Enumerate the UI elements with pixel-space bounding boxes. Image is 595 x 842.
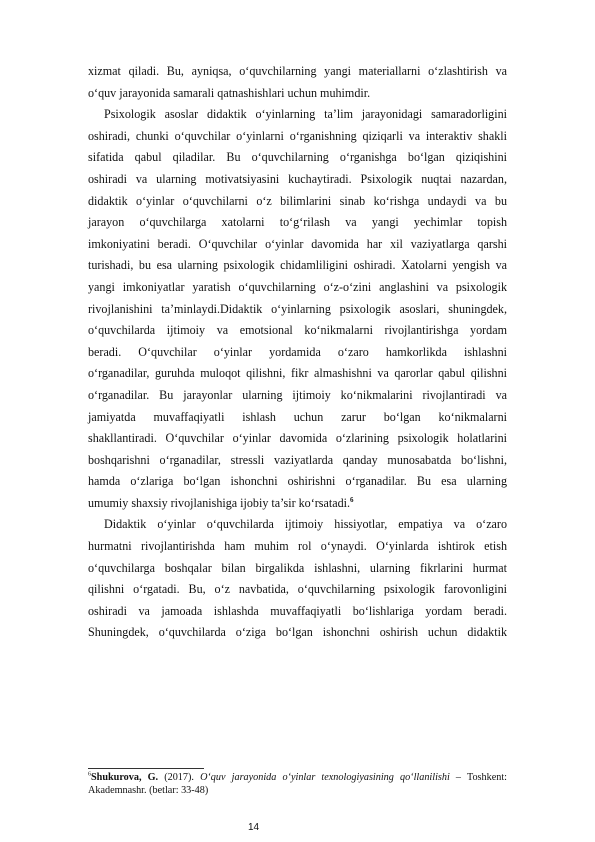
- body-text: [88, 61, 507, 644]
- footnote: [88, 771, 507, 797]
- text-line: beradi. O‘quvchilar o‘yinlar yordamida o‘zaro hamkorlikda ishlashni: [88, 344, 507, 359]
- text-line: shakllantiradi. O‘quvchilar o‘yinlar davomida o‘zlarining psixologik holatlarini: [88, 431, 507, 446]
- text-line: jamiyatda muvaffaqiyatli ishlash uchun zarur bo‘lgan ko‘nikmalarni: [88, 409, 507, 424]
- text-line: boshqarishni o‘rganadilar, stressli vaziyatlarda qanday munosabatda bo‘lishni,: [88, 452, 507, 467]
- text-line: oshiradi, chunki o‘quvchilar o‘yinlarni o‘rganishning qiziqarli va interaktiv shakli: [88, 128, 507, 143]
- text-line: sifatida qabul qiladilar. Bu o‘quvchilarning o‘rganishga bo‘lgan qiziqishini: [88, 150, 507, 165]
- text-line: hamda o‘zlariga bo‘lgan ishonchni oshirishni o‘rganadilar. Bu esa ularning: [88, 474, 507, 489]
- text-line: oshiradi va jamoada ishlashda muvaffaqiyatli bo‘lishlariga yordam beradi.: [88, 603, 507, 618]
- text-line: imkoniyatini beradi. O‘quvchilar o‘yinlar davomida har xil vaziyatlarga qarshi: [88, 236, 507, 251]
- paragraph-2: [88, 104, 507, 514]
- text-line: o‘rganadilar. Bu jarayonlar ularning ijtimoiy ko‘nikmalarini rivojlantiradi va: [88, 387, 507, 402]
- text-segment: umumiy shaxsiy rivojlanishiga ijobiy ta’sir ko‘rsatadi.: [88, 495, 350, 510]
- paragraph-1: [88, 61, 507, 104]
- text-line: o‘rganadilar, guruhda muloqot qilishni, fikr almashishni va qarorlar qabul qilishni: [88, 366, 507, 381]
- footnote-line: Akademnashr. (betlar: 33-48): [88, 785, 209, 796]
- text-line: [88, 493, 507, 515]
- footnote-author: Shukurova, G.: [91, 772, 159, 783]
- footnote-number: 6: [88, 771, 91, 778]
- text-line: o‘quv jarayonida samarali qatnashishlari uchun muhimdir.: [88, 85, 371, 100]
- footnote-publisher-place: – Toshkent:: [449, 772, 507, 783]
- text-line: jarayon o‘quvchilarga xatolarni to‘g‘rilash va yangi yechimlar topish: [88, 215, 507, 230]
- text-line: oshiradi va ularning motivatsiyasini kuchaytiradi. Psixologik nuqtai nazardan,: [88, 171, 507, 186]
- text-line: Shuningdek, o‘quvchilarda o‘ziga bo‘lgan ishonchni oshirish uchun didaktik: [88, 625, 507, 640]
- text-line: rivojlanishini ta’minlaydi.Didaktik o‘yinlarning psixologik asoslari, shuningdek,: [88, 301, 507, 316]
- page-number: 14: [248, 822, 260, 833]
- footnote-year: (2017).: [158, 772, 201, 783]
- footnote-line: [88, 771, 507, 784]
- text-line: o‘quvchilarga boshqalar bilan birgalikda ishlashni, ularning fikrlarini hurmat: [88, 560, 507, 575]
- text-line: xizmat qiladi. Bu, ayniqsa, o‘quvchilarning yangi materiallarni o‘zlashtirish va: [88, 64, 507, 78]
- text-line: yangi imkoniyatlar yaratish o‘quvchilarning o‘z-o‘zini anglashini va psixologik: [88, 279, 507, 294]
- text-line: qilishni o‘rgatadi. Bu, o‘z navbatida, o‘quvchilarning psixologik farovonligini: [88, 582, 507, 597]
- footnote-divider: [88, 768, 204, 769]
- text-line: didaktik o‘yinlar o‘quvchilarni o‘z bilimlarini sinab ko‘rishga undaydi va bu: [88, 193, 507, 208]
- text-line: Psixologik asoslar didaktik o‘yinlarning ta’lim jarayonidagi samaradorligini: [104, 107, 507, 122]
- text-line: o‘quvchilarda ijtimoiy va emotsional ko‘nikmalarni rivojlantirishga yordam: [88, 323, 507, 338]
- text-line: hurmatni rivojlantirishda ham muhim rol o‘ynaydi. O‘yinlarda ishtirok etish: [88, 539, 507, 554]
- paragraph-3: [88, 514, 507, 644]
- footnote-title: O‘quv jarayonida o‘yinlar texnologiyasining qo‘llanilishi: [200, 772, 450, 783]
- text-line: turishadi, bu esa ularning psixologik chidamliligini oshiradi. Xatolarni yengish va: [88, 258, 507, 273]
- text-line: Didaktik o‘yinlar o‘quvchilarda ijtimoiy hissiyotlar, empatiya va o‘zaro: [104, 517, 507, 532]
- footnote-reference[interactable]: 6: [350, 495, 354, 504]
